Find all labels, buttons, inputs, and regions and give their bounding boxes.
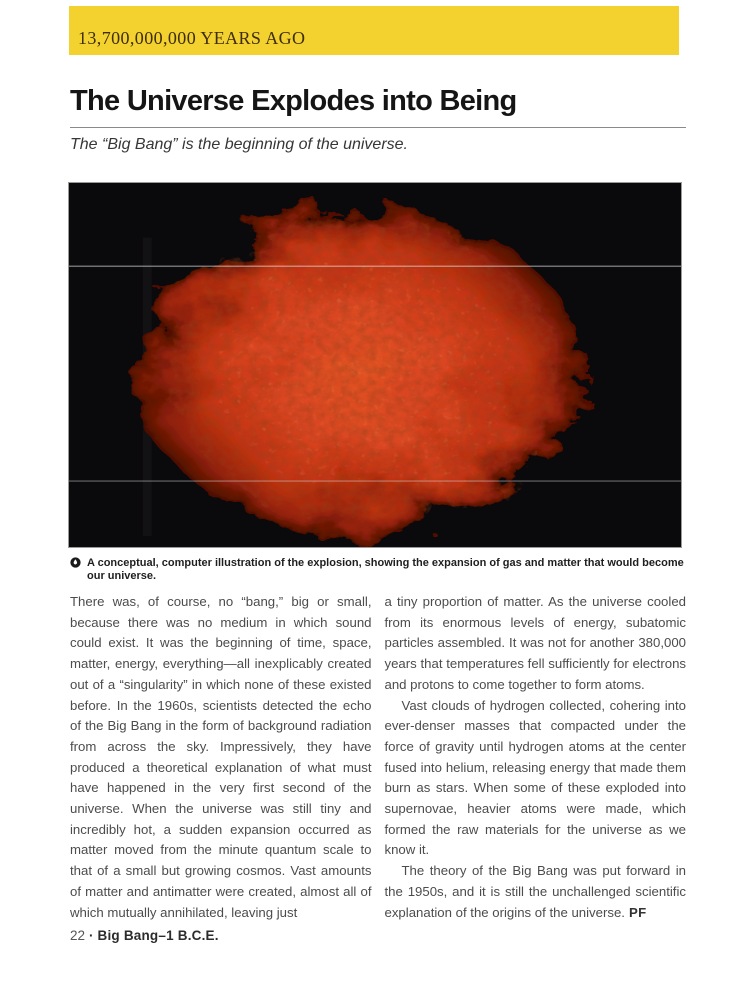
page-subtitle: The “Big Bang” is the beginning of the universe. xyxy=(70,136,408,153)
scan-line-bottom xyxy=(69,480,681,481)
body-column-left xyxy=(70,592,372,923)
body-column-right xyxy=(385,592,687,923)
page-number: 22 xyxy=(70,928,86,943)
body-text xyxy=(70,592,686,923)
body-paragraph: a tiny proportion of matter. As the universe cooled from its enormous levels of energy, subatomic particles assembled. It was not for another 380,000 years that temperatures fell sufficiently for electrons and protons to come together to form atoms. xyxy=(384,594,686,692)
flame-in-circle-icon xyxy=(70,557,81,568)
explosion-figure xyxy=(68,182,682,548)
footer-separator: · xyxy=(89,928,94,943)
fireball-ember-texture xyxy=(219,263,518,492)
figure-caption-text: A conceptual, computer illustration of the explosion, showing the expansion of gas and matter that would become our universe. xyxy=(87,557,684,582)
body-paragraph: There was, of course, no “bang,” big or small, because there was no medium in which sound could exist. It was the beginning of time, space, matter, energy, everything—all inexplicably created out of a “singularity” in which none of these existed before. In the 1960s, scientists detected the echo of the Big Bang in the form of background radiation from across the sky. Impressively, they have produced a theoretical explanation of what must have happened in the very first second of the universe. When the universe was still tiny and incredibly hot, a sudden expansion occurred as matter moved from the minute quantum scale to that of a small but growing cosmos. Vast amounts of matter and antimatter were created, almost all of which mutually annihilated, leaving just xyxy=(70,594,372,920)
era-banner-label: 13,700,000,000 YEARS AGO xyxy=(78,28,306,48)
title-divider xyxy=(70,127,686,128)
figure-caption xyxy=(70,557,686,583)
body-paragraph xyxy=(385,861,687,923)
page-footer xyxy=(70,928,219,943)
footer-section-title: Big Bang–1 B.C.E. xyxy=(97,928,219,943)
scan-line-top xyxy=(69,266,681,267)
author-initials: PF xyxy=(628,904,647,920)
body-paragraph: Vast clouds of hydrogen collected, cohering into ever-denser masses that compacted under the force of gravity until hydrogen atoms at the center fused into helium, releasing energy that made them burn as stars. When some of these exploded into supernovae, heavier atoms were made, which formed the raw materials for the universe as we know it. xyxy=(384,697,686,858)
body-paragraph-text: The theory of the Big Bang was put forward in the 1950s, and it is still the unchallenged scientific explanation of the origins of the universe. xyxy=(384,863,686,920)
explosion-illustration xyxy=(69,183,681,547)
era-banner xyxy=(69,6,679,55)
page-title: The Universe Explodes into Being xyxy=(70,85,517,117)
